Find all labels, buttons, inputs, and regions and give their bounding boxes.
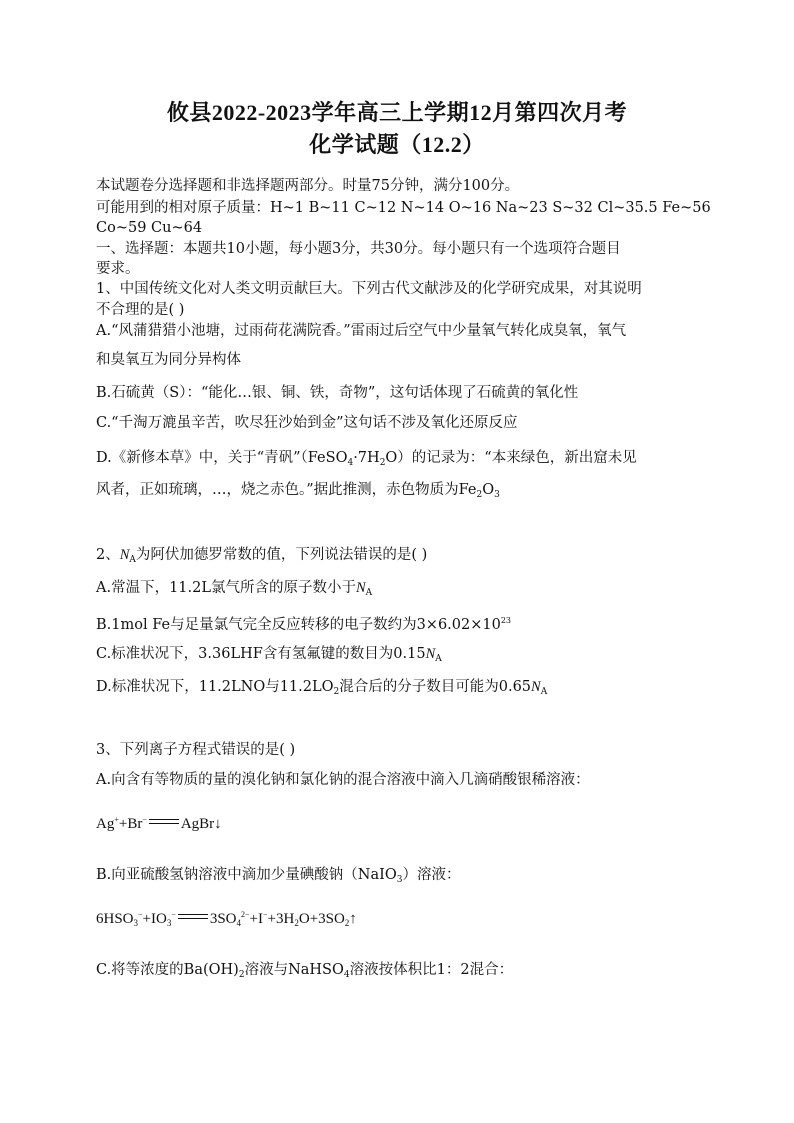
- q1-option-d-1: D.《新修本草》中，关于“青矾$”(FeSO_4\cdot 7H_2O)$的记录为：“本来绿色，新出窟未见: [96, 450, 637, 468]
- exam-subtitle: 化学试题（12.2）: [309, 132, 485, 157]
- q3-option-b: B.向亚硫酸氢钠溶液中滴加少量碘酸钠（NaIO$_3$）溶液：: [96, 867, 461, 885]
- section-heading-1a: 一、选择题：本题共10小题，每小题3分，共30分。每小题只有一个选项符合题目: [96, 241, 621, 257]
- q3-equation-b: $6HSO_3^-+IO_3^-$ $3SO_4^{2-}+I^-+3H_2O+3SO_2↑$: [96, 910, 357, 928]
- q3-option-c: C.将等浓度的$Ba(OH)_2$溶液与NaHSO$_4$溶液按体积比1：2混合：: [96, 962, 514, 980]
- q1-option-a-1: A.“风蒲猎猎小池塘，过雨荷花满院香。”雷雨过后空气中少量氧气转化成臭氧，氧气: [96, 323, 627, 339]
- intro-line-3: Co~59 Cu~64: [96, 220, 203, 236]
- q1-stem-a: 1、中国传统文化对人类文明贡献巨大。下列古代文献涉及的化学研究成果，对其说明: [96, 281, 642, 297]
- q3-equation-a: Ag++Br− AgBr↓: [96, 815, 222, 832]
- q2-option-c: C.标准状况下，3.36LHF含有氢氟键的数目为$0.15N_A$: [96, 646, 442, 664]
- q1-option-d-2: 风者，正如琉璃，…，烧之赤色。”据此推测，赤色物质为$Fe_2O_3$: [96, 482, 500, 500]
- q1-stem-b: 不合理的是( ): [96, 302, 185, 318]
- q3-stem: 3、下列离子方程式错误的是( ): [96, 742, 296, 758]
- q1-option-a-2: 和臭氧互为同分异构体: [96, 352, 241, 368]
- intro-line-2: 可能用到的相对原子质量：H~1 B~11 C~12 N~14 O~16 Na~23 S~32 Cl~35.5 Fe~56: [96, 200, 711, 216]
- q3-option-a: A.向含有等物质的量的溴化钠和氯化钠的混合溶液中滴入几滴硝酸银稀溶液：: [96, 772, 590, 788]
- q2-stem: 2、$N_A$为阿伏加德罗常数的值，下列说法错误的是( ): [96, 547, 428, 565]
- equals-sign: [149, 819, 179, 824]
- q2-option-b: B.1mol Fe与足量氯气完全反应转移的电子数约为$3\times 6.02\times 10^{23}$: [96, 616, 512, 633]
- intro-line-1: 本试题卷分选择题和非选择题两部分。时量75分钟，满分100分。: [96, 178, 520, 194]
- equals-sign: [178, 914, 208, 919]
- q1-option-c: C.“千淘万漉虽辛苦，吹尽狂沙始到金”这句话不涉及氧化还原反应: [96, 415, 518, 431]
- q1-option-b: B.石硫黄（S）：“能化…银、铜、铁，奇物”，这句话体现了石硫黄的氧化性: [96, 385, 579, 401]
- exam-title: 攸县2022-2023学年高三上学期12月第四次月考: [166, 100, 628, 125]
- section-heading-1b: 要求。: [96, 261, 140, 277]
- q2-option-d: D.标准状况下，11.2LNO与$11.2LO_2$混合后的分子数目可能为$0.65N_A$: [96, 679, 548, 697]
- q2-option-a: A.常温下，11.2L氯气所含的原子数小于$N_A$: [96, 580, 373, 598]
